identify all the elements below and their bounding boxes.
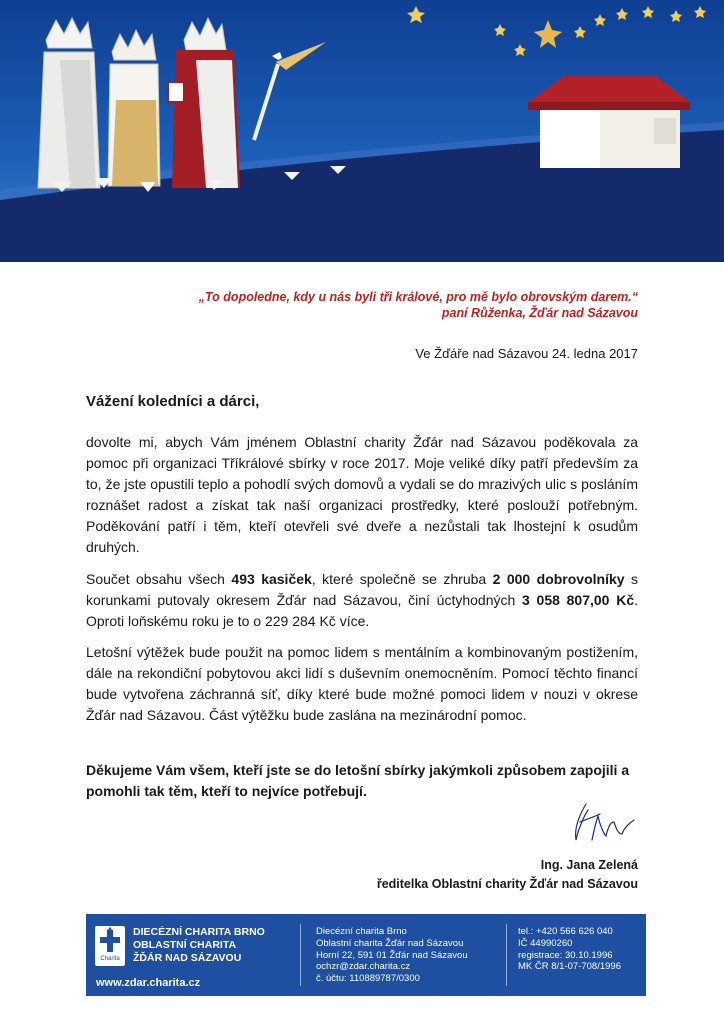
website-link[interactable]: www.zdar.charita.cz — [96, 977, 201, 989]
footer-bar — [86, 914, 646, 996]
footer-divider — [300, 924, 301, 986]
results-text-4: . Oproti loňskému roku je to o 229 284 Kč více. — [86, 592, 638, 629]
paragraph-results — [86, 569, 638, 632]
reg-line: registrace: 30.10.1996 — [518, 949, 613, 961]
signer-title: ředitelka Oblastní charity Žďár nad Sázavou — [376, 877, 638, 891]
boxes-count: 493 kasiček — [231, 571, 312, 587]
king-white-figure — [38, 18, 100, 188]
letter-date: Ve Žďáře nad Sázavou 24. ledna 2017 — [415, 346, 638, 361]
reg-line: IČ 44990260 — [518, 937, 573, 949]
address-line: č. účtu: 110889787/0300 — [316, 973, 420, 985]
address-block — [316, 926, 468, 985]
paragraph-thanks: dovolte mi, abych Vám jménem Oblastní charity Žďár nad Sázavou poděkovala za pomoc při organizaci Tříkrálové sbírky v roce 2017. Moje veliké díky patří především za to, že jste opustili teplo a pohodlí svých domovů a vydali se do mrazivých ulic s posláním roznášet radost a získat tak naší organizaci prostředky, které poslouží potřebným. Poděkování patří i těm, kteří otevřeli své dveře a nezůstali tak lhostejní k osudům druhých. — [86, 434, 638, 555]
email-link[interactable]: ochzr@zdar.charita.cz — [316, 961, 411, 973]
salutation: Vážení koledníci a dárci, — [86, 393, 260, 410]
paragraph-usage: Letošní výtěžek bude použit na pomoc lidem s mentálním a kombinovaným postižením, dále na rekondiční pobytovou akci lidí s duševním onemocněním. Pomocí těchto financí bude vytvořena záchranná síť, díky které bude možné pomoci lidem v nouzi v okrese Žďár nad Sázavou. Část výtěžku bude zaslána na mezinárodní pomoc. — [86, 644, 638, 723]
address-line: Horní 22, 591 01 Žďár nad Sázavou — [316, 949, 468, 961]
reg-line: MK ČR 8/1-07-708/1996 — [518, 961, 621, 973]
registration-block — [518, 926, 621, 973]
handwritten-signature — [566, 800, 640, 848]
address-line: Oblastní charita Žďár nad Sázavou — [316, 937, 464, 949]
charita-logo — [95, 926, 125, 966]
quote-author: paní Růženka, Žďár nad Sázavou — [441, 306, 638, 320]
paragraph-closing: Děkujeme Vám všem, kteří jste se do letošní sbírky jakýmkoli způsobem zapojili a pomohli tak těm, kteří to nejvíce potřebují. — [86, 762, 630, 799]
org-line: DIECÉZNÍ CHARITA BRNO — [133, 926, 265, 938]
cross-flame-icon — [95, 926, 125, 956]
signer-name: Ing. Jana Zelená — [540, 858, 638, 872]
results-text-1: Součet obsahu všech — [86, 571, 232, 587]
total-amount: 3 058 807,00 Kč — [522, 592, 635, 608]
footer-divider — [506, 924, 507, 986]
banner-illustration — [0, 0, 724, 262]
results-text-3: s korunkami putovaly okresem Žďár nad Sázavou, činí úctyhodných — [86, 571, 638, 608]
testimonial-quote — [199, 289, 638, 321]
signer-block — [377, 856, 638, 894]
logo-label: Charita — [100, 956, 120, 962]
king-gold-figure — [108, 30, 160, 186]
reg-line: tel.: +420 566 626 040 — [518, 926, 613, 937]
organization-name — [133, 926, 265, 965]
results-text-2: , které společně se zhruba — [311, 571, 493, 587]
quote-text: „To dopoledne, kdy u nás byli tři králové, pro mě bylo obrovským darem.“ — [198, 290, 638, 304]
org-line: OBLASTNÍ CHARITA — [133, 939, 237, 951]
house-figure — [528, 76, 690, 168]
volunteers-count: 2 000 dobrovolníky — [492, 571, 625, 587]
address-line: Diecézní charita Brno — [316, 926, 407, 937]
org-line: ŽĎÁR NAD SÁZAVOU — [133, 952, 242, 964]
